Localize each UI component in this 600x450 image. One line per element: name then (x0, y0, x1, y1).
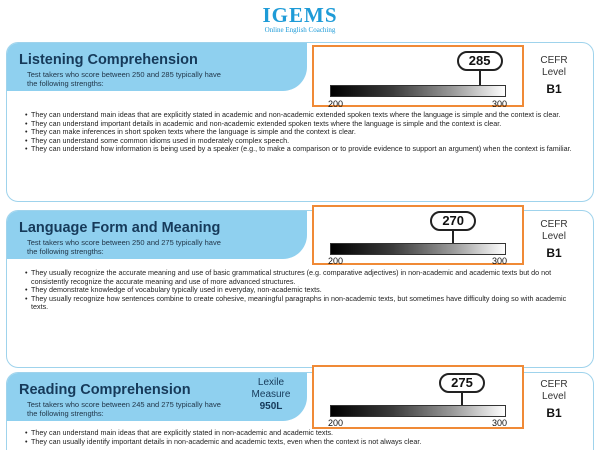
section-title: Language Form and Meaning (19, 220, 221, 236)
brand-name: IGEMS (262, 3, 338, 27)
score-pointer (452, 231, 454, 243)
score-pointer (461, 393, 463, 405)
section-header (7, 373, 307, 421)
scale-max-label: 300 (492, 256, 508, 266)
section-header (7, 211, 307, 259)
brand-subtitle: Online English Coaching (264, 26, 336, 34)
score-box (312, 365, 524, 429)
cefr-label: CEFR Level (540, 219, 568, 242)
score-bubble: 270 (430, 211, 476, 231)
lexile-label: Lexile Measure (251, 377, 291, 400)
strength-item: • They can understand main ideas that are explicitly stated in non-academic and academic texts. (25, 429, 585, 438)
cefr-value: B1 (546, 82, 562, 96)
cefr-value: B1 (546, 246, 562, 260)
strengths-list (25, 269, 585, 312)
score-bubble: 275 (439, 373, 485, 393)
scale-min-label: 200 (328, 99, 344, 109)
strength-item: • They can understand main ideas that are explicitly stated in academic and non-academic extended spoken texts where the language is simple and the context is clear. (25, 111, 585, 120)
scale-min-label: 200 (328, 256, 344, 266)
score-pointer (479, 71, 481, 85)
score-box (312, 205, 524, 265)
section-language-form (6, 210, 594, 368)
section-description: Test takers who score between 245 and 275 typically have the following strengths: (27, 400, 221, 418)
strengths-list (25, 111, 585, 154)
score-scale-bar (330, 85, 506, 97)
strength-item: • They can understand some common idioms used in moderately complex speech. (25, 137, 585, 146)
strength-item: • They usually recognize how sentences combine to create cohesive, meaningful paragraphs in non-academic texts, but sometimes have difficulty doing so with academic texts. (25, 295, 585, 312)
section-title: Listening Comprehension (19, 52, 198, 68)
cefr-level-block (529, 55, 579, 97)
cefr-label: CEFR Level (540, 55, 568, 78)
strength-item: • They can make inferences in short spoken texts where the language is simple and the context is clear. (25, 128, 585, 137)
score-box (312, 45, 524, 107)
cefr-level-block (529, 219, 579, 261)
strength-item: • They usually recognize the accurate meaning and use of basic grammatical structures (e.g. comparative adjectives) in non-academic and academic texts but do not consistently recognize the accurate meaning and use of more advanced structures. (25, 269, 585, 286)
scale-max-label: 300 (492, 418, 508, 428)
section-listening (6, 42, 594, 202)
cefr-label: CEFR Level (540, 379, 568, 402)
lexile-value: 950L (259, 401, 283, 412)
section-description: Test takers who score between 250 and 285 typically have the following strengths: (27, 70, 221, 88)
section-header (7, 43, 307, 91)
score-scale-bar (330, 405, 506, 417)
cefr-level-block (529, 379, 579, 421)
strength-item: • They can usually identify important details in non-academic and academic texts, even when the context is not always clear. (25, 438, 585, 447)
scale-max-label: 300 (492, 99, 508, 109)
scale-min-label: 200 (328, 418, 344, 428)
score-scale-bar (330, 243, 506, 255)
strength-item: • They demonstrate knowledge of vocabulary typically used in everyday, non-academic texts. (25, 286, 585, 295)
strength-item: • They can understand how information is being used by a speaker (e.g., to make a comparison or to provide evidence to support an argument) when the context is familiar. (25, 145, 585, 154)
strength-item: • They can understand important details in academic and non-academic extended spoken texts where the language is simple and the context is clear. (25, 120, 585, 129)
section-title: Reading Comprehension (19, 382, 191, 398)
lexile-block (243, 377, 299, 413)
section-reading (6, 372, 594, 450)
score-bubble: 285 (457, 51, 503, 71)
cefr-value: B1 (546, 406, 562, 420)
strengths-list (25, 429, 585, 446)
brand-header (0, 4, 600, 35)
section-description: Test takers who score between 250 and 275 typically have the following strengths: (27, 238, 221, 256)
